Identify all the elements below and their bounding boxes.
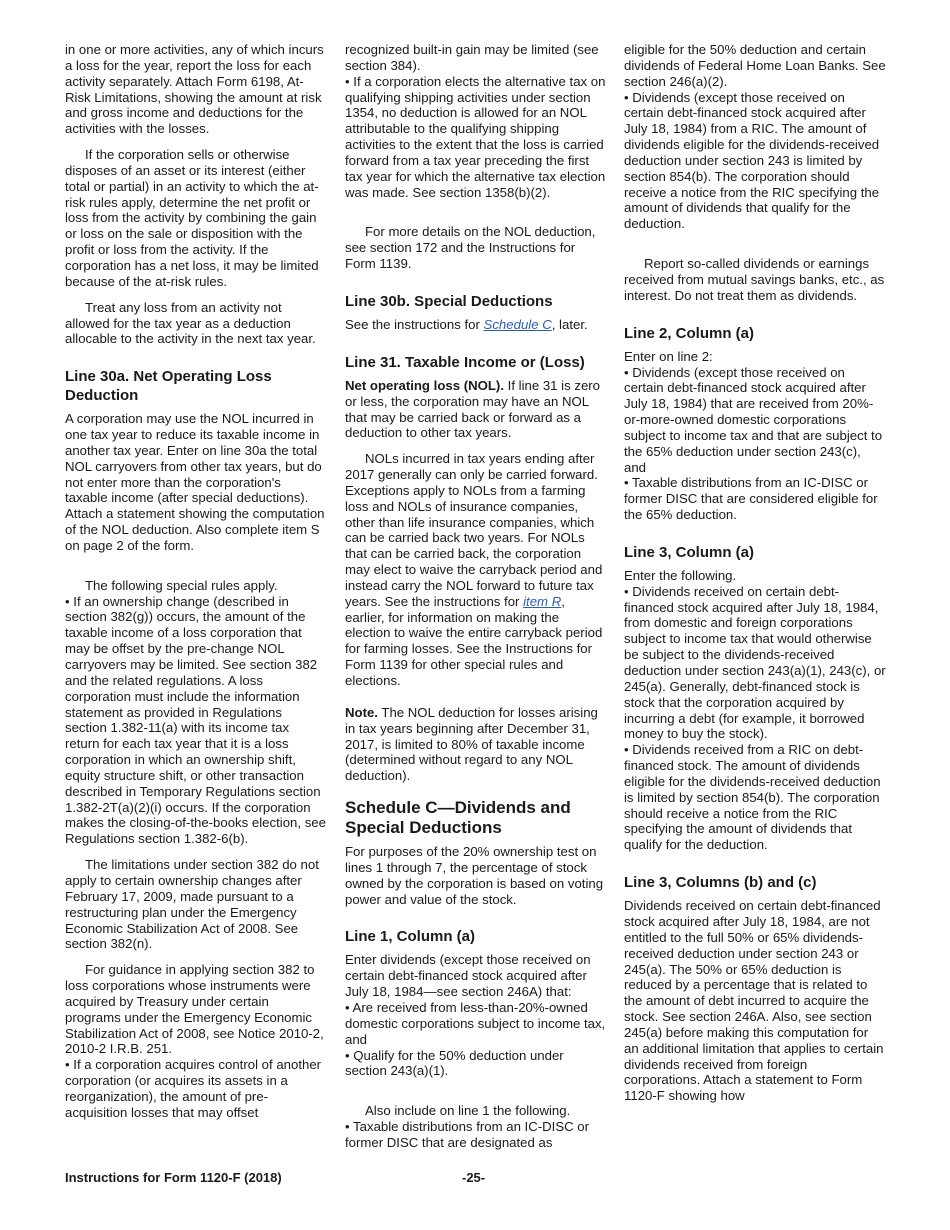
heading-line-31: Line 31. Taxable Income or (Loss) [345, 353, 585, 371]
heading-line-30a: Line 30a. Net Operating Loss Deduction [65, 368, 272, 405]
paragraph: Enter the following. [624, 567, 737, 583]
item-r-link[interactable]: item R [523, 593, 562, 609]
column-2 [345, 42, 607, 1151]
lead-in: Net operating loss (NOL). [345, 377, 504, 393]
heading-line-2: Line 2, Column (a) [624, 324, 755, 342]
paragraph: Enter on line 2: [624, 348, 713, 364]
paragraph: Report so-called dividends or earnings received from mutual savings banks, etc., as interest. Do not treat them as dividends. [624, 256, 885, 303]
text: See the instructions for [345, 316, 484, 332]
bullet-item: • Dividends received on certain debt-financed stock acquired after July 18, 1984, from domestic and foreign corporations subject to income tax that would otherwise be subject to the dividends-received deduction under section 243(a)(1), 243(c), or 245(a). Generally, debt-financed stock is stock that the corporation acquired by incurring a debt (for example, it borrowed money to buy the stock). [624, 583, 886, 742]
heading-line-3-bc: Line 3, Columns (b) and (c) [624, 874, 817, 892]
paragraph: For more details on the NOL deduction, see section 172 and the Instructions for Form 1139. [345, 224, 596, 272]
column-3 [624, 42, 886, 1104]
paragraph: Dividends received on certain debt-financed stock acquired after July 18, 1984, are not entitled to the full 50% or 65% dividends-received deduction under section 243 or 245(a). The 50% or 65% deduction is reduced by a percentage that is related to the amount of debt incurred to acquire the stock. See section 246A. Also, see section 245(a) before making this computation for an additional limitation that applies to certain dividends received from foreign corporations. Attach a statement to Form 1120-F showing how [624, 898, 884, 1104]
text: The NOL deduction for losses arising in tax years beginning after December 31, 2017, is limited to 80% of taxable income (determined without regard to any NOL deduction). [345, 704, 598, 784]
text: , earlier, for information on making the election to waive the entire carryback period for farming losses. See the Instructions for Form 1139 for other special rules and elections. [345, 593, 603, 688]
bullet-item: • If a corporation elects the alternative tax on qualifying shipping activities under section 1354, no deduction is allowed for an NOL attributable to the qualifying shipping activities to the extent that the loss is carried forward from a tax year preceding the first tax year for which the alternative tax election was made. See section 1358(b)(2). [345, 73, 606, 200]
paragraph [345, 378, 607, 441]
heading-line-3: Line 3, Column (a) [624, 543, 755, 561]
paragraph: eligible for the 50% deduction and certain dividends of Federal Home Loan Banks. See section 246(a)(2). [624, 42, 886, 89]
note-label: Note. [345, 704, 378, 720]
paragraph [345, 451, 607, 689]
paragraph: A corporation may use the NOL incurred in one tax year to reduce its taxable income in another tax year. Enter on line 30a the total NOL carryovers from other tax years, but do not enter more than the corporation's taxable income (after special deductions). Attach a statement showing the computation of the NOL deduction. Also complete item S on page 2 of the form. [65, 411, 325, 553]
column-1 [65, 42, 327, 1121]
page-number: -25- [462, 1170, 486, 1185]
paragraph [345, 705, 607, 784]
paragraph: If the corporation sells or otherwise disposes of an asset or its interest (either total or partial) in an activity to which the at-risk rules apply, determine the net profit or loss from the activity by combining the gain or loss on the sale or disposition with the profit or loss from the activity. If the corporation has a net loss, it may be limited because of the at-risk rules. [65, 147, 319, 289]
heading-line-1: Line 1, Column (a) [345, 928, 476, 946]
paragraph: The limitations under section 382 do not apply to certain ownership changes after February 17, 2009, made pursuant to a restructuring plan under the Emergency Economic Stabilization Act of 2008. See section 382(n). [65, 857, 319, 952]
bullet-item: • Are received from less-than-20%-owned domestic corporations subject to income tax, and [345, 999, 606, 1047]
text: If line 31 is zero or less, the corporation may have an NOL that may be carried back or forward as a deduction to other tax years. [345, 377, 601, 441]
paragraph: Also include on line 1 the following. [365, 1103, 571, 1119]
heading-schedule-c: Schedule C—Dividends and Special Deductions [345, 798, 571, 838]
schedule-c-link[interactable]: Schedule C [483, 316, 552, 332]
heading-line-30b: Line 30b. Special Deductions [345, 292, 553, 310]
bullet-item: • Qualify for the 50% deduction under section 243(a)(1). [345, 1047, 564, 1079]
bullet-item: • Dividends (except those received on certain debt-financed stock acquired after July 18, 1984) from a RIC. The amount of dividends eligible for the dividends-received deduction under section 243 is limited by section 854(b). The corporation should receive a notice from the RIC specifying the amount of dividends that qualify for the deduction. [624, 89, 880, 232]
paragraph: Treat any loss from an activity not allowed for the tax year as a deduction allocable to the activity in the next tax year. [65, 299, 316, 347]
bullet-item: • If a corporation acquires control of another corporation (or acquires its assets in a reorganization), the amount of pre-acquisition losses that may offset [65, 1057, 322, 1120]
paragraph [345, 317, 607, 333]
bullet-item: • If an ownership change (described in section 382(g)) occurs, the amount of the taxable income of a loss corporation that may be offset by the pre-change NOL carryovers may be limited. See section 382 and the related regulations. A loss corporation must include the information statement as provided in Regulations section 1.382-11(a) with its income tax return for each tax year that it is a loss corporation in which an ownership shift, equity structure shift, or other transaction described in Temporary Regulations section 1.382-2T(a)(2)(i) occurs. If the corporation makes the closing-of-the-books election, see Regulations section 1.382-6(b). [65, 593, 326, 847]
bullet-item: • Dividends (except those received on certain debt-financed stock acquired after July 18, 1984) that are received from 20%-or-more-owned domestic corporations subject to income tax and that are subject to the 65% deduction under section 243(c), and [624, 364, 883, 475]
paragraph: For purposes of the 20% ownership test on lines 1 through 7, the percentage of stock owned by the corporation is based on voting power and value of the stock. [345, 844, 604, 907]
paragraph: The following special rules apply. [85, 577, 278, 593]
paragraph: recognized built-in gain may be limited (see section 384). [345, 42, 599, 73]
bullet-item: • Taxable distributions from an IC-DISC or former DISC that are designated as [345, 1119, 590, 1150]
bullet-item: • Taxable distributions from an IC-DISC or former DISC that are considered eligible for the 65% deduction. [624, 475, 878, 523]
footer-form-title: Instructions for Form 1120-F (2018) [65, 1170, 282, 1185]
text: , later. [551, 316, 588, 332]
paragraph: Enter dividends (except those received on certain debt-financed stock acquired after July 18, 1984—see section 246A) that: [345, 952, 591, 1000]
paragraph: For guidance in applying section 382 to loss corporations whose instruments were acquired by Treasury under certain programs under the Emergency Economic Stabilization Act of 2008, see Notice 2010-2, 2010-2 I.R.B. 251. [65, 962, 324, 1057]
text: NOLs incurred in tax years ending after 2017 generally can only be carried forward. Exceptions apply to NOLs from a farming loss and NOLs of insurance companies, other than life insurance companies, which can be carried back two years. For NOLs that can be carried back, the corporation may elect to waive the carryback period and instead carry the NOL forward to future tax years. See the instructions for [345, 451, 603, 609]
paragraph: in one or more activities, any of which incurs a loss for the year, report the loss for each activity separately. Attach Form 6198, At-Risk Limitations, showing the amount at risk and gross income and deductions for the activities with the losses. [65, 42, 324, 137]
bullet-item: • Dividends received from a RIC on debt-financed stock. The amount of dividends eligible for the dividends-received deduction is limited by section 854(b). The corporation should receive a notice from the RIC specifying the amount of dividends that qualify for the deduction. [624, 742, 881, 853]
